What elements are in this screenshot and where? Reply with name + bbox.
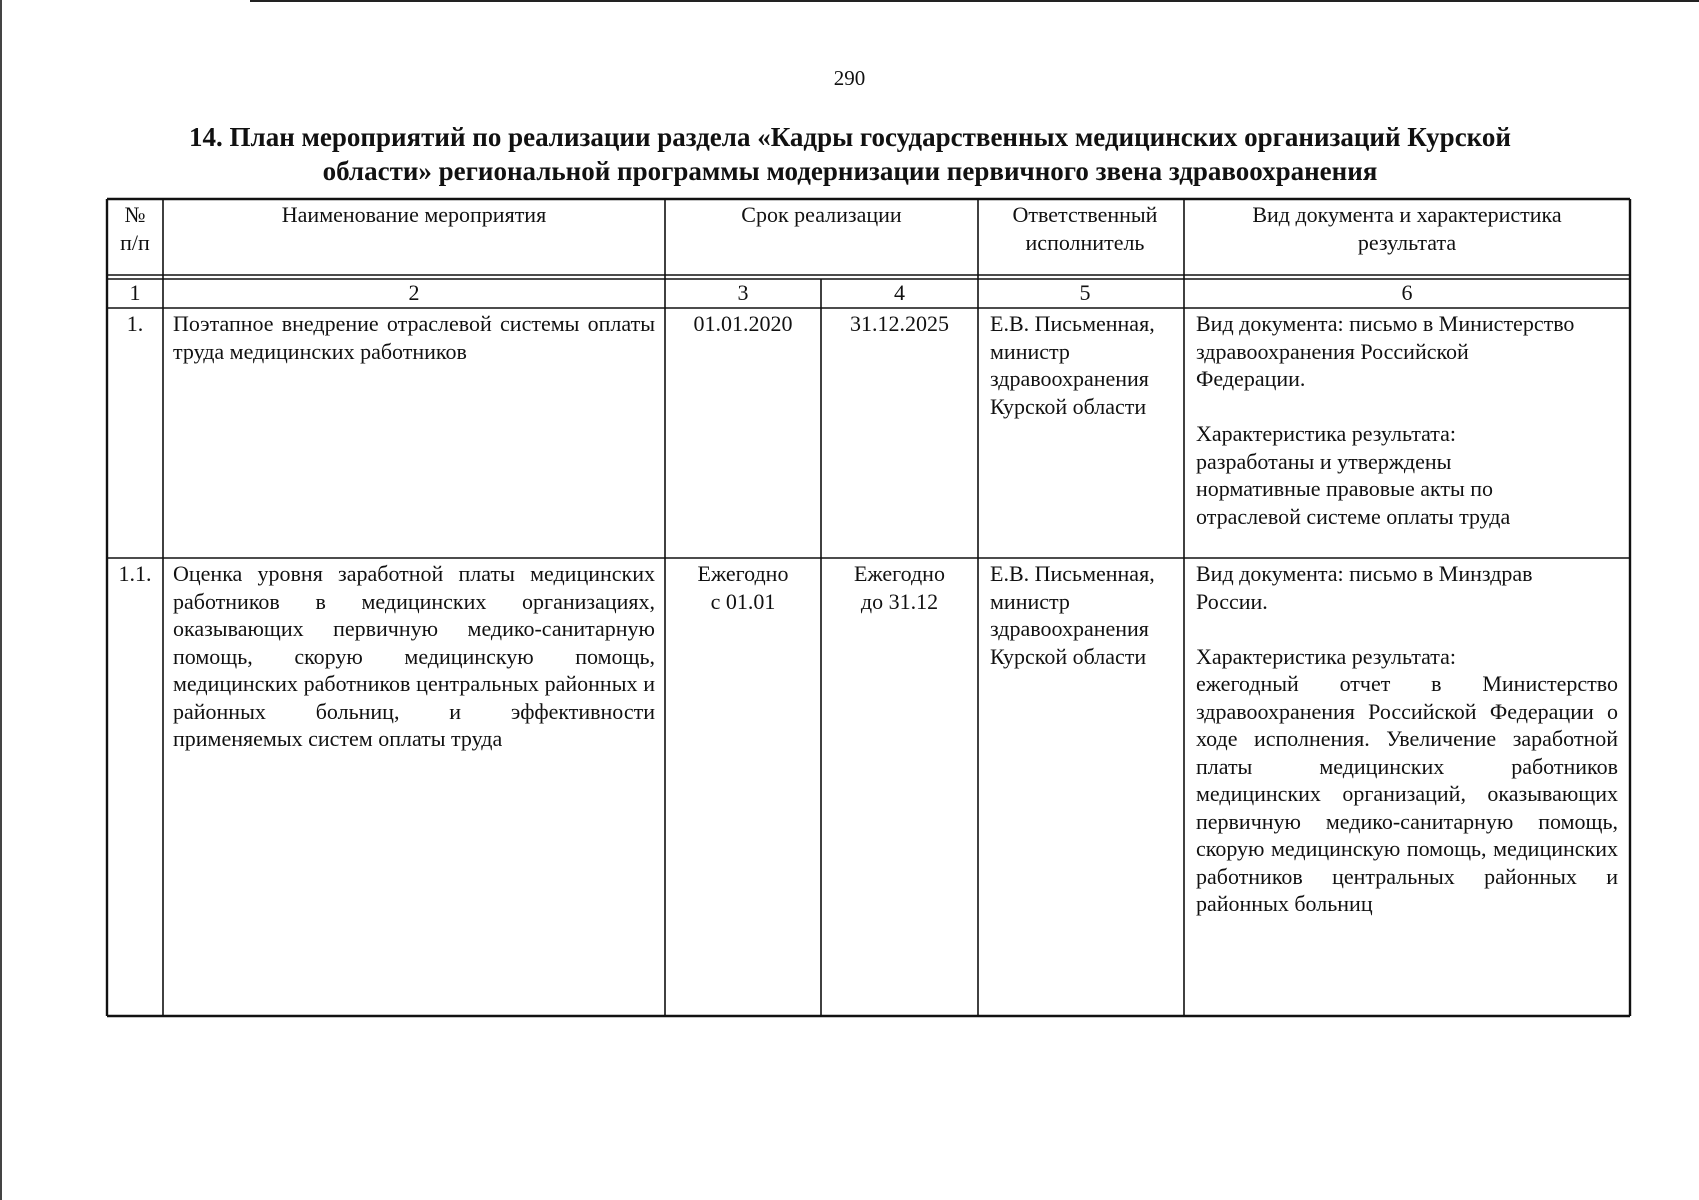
row-2-number: 1.1. (118, 561, 152, 586)
row-1-responsible: Е.В. Письменная, министр здравоохранения Курской области (990, 311, 1155, 419)
title-line-2: области» региональной программы модернизации первичного звена здравоохранения (322, 156, 1378, 186)
row-2-result-characteristic-body: ежегодный отчет в Министерство здравоохранения Российской Федерации о ходе исполнения. Увеличение заработной платы медицинских работников медицинских организаций, оказывающих первичную медико-санитарную помощь, скорую медицинскую помощь, медицинских работников центральных районных и районных больниц (1196, 671, 1618, 916)
row-1-document-type: Вид документа: письмо в Министерство здравоохранения Российской Федерации. (1196, 311, 1575, 391)
row-1-result-characteristic: Характеристика результата: разработаны и утверждены нормативные правовые акты по отраслевой системе оплаты труда (1196, 421, 1511, 529)
header-activity-name: Наименование мероприятия (281, 202, 547, 227)
row-2-end: Ежегодно до 31.12 (854, 561, 945, 614)
header-number: № п/п (120, 202, 150, 255)
header-responsible: Ответственный исполнитель (1012, 202, 1158, 255)
row-2-responsible: Е.В. Письменная, министр здравоохранения Курской области (990, 561, 1155, 669)
row-1-end-date: 31.12.2025 (850, 311, 949, 336)
column-number-6: 6 (1401, 280, 1413, 305)
column-number-2: 2 (408, 280, 420, 305)
row-2-start: Ежегодно с 01.01 (697, 561, 789, 614)
row-1-result (1184, 308, 1630, 532)
column-number-4: 4 (894, 280, 905, 305)
title-line-1: 14. План мероприятий по реализации раздела «Кадры государственных медицинских организаций Курской (189, 122, 1511, 152)
header-period: Срок реализации (741, 202, 902, 227)
page-number: 290 (833, 66, 866, 90)
row-2-result (1184, 558, 1630, 920)
row-1-start-date: 01.01.2020 (693, 311, 793, 336)
row-2-document-type: Вид документа: письмо в Минздрав России. (1196, 561, 1533, 614)
column-number-1: 1 (129, 280, 141, 305)
row-2-result-characteristic-title: Характеристика результата: (1196, 643, 1457, 669)
column-number-3: 3 (737, 280, 749, 305)
row-1-number: 1. (126, 311, 144, 336)
row-2-activity: Оценка уровня заработной платы медицинских работников в медицинских организациях, оказывающих первичную медико-санитарную помощь, скорую медицинскую помощь, медицинских работников центральных районных и районных больниц, и эффективности применяемых систем оплаты труда (173, 561, 655, 751)
row-1-activity: Поэтапное внедрение отраслевой системы оплаты труда медицинских работников (173, 311, 655, 364)
header-result: Вид документа и характеристика результата (1252, 202, 1562, 255)
column-number-5: 5 (1079, 280, 1091, 305)
